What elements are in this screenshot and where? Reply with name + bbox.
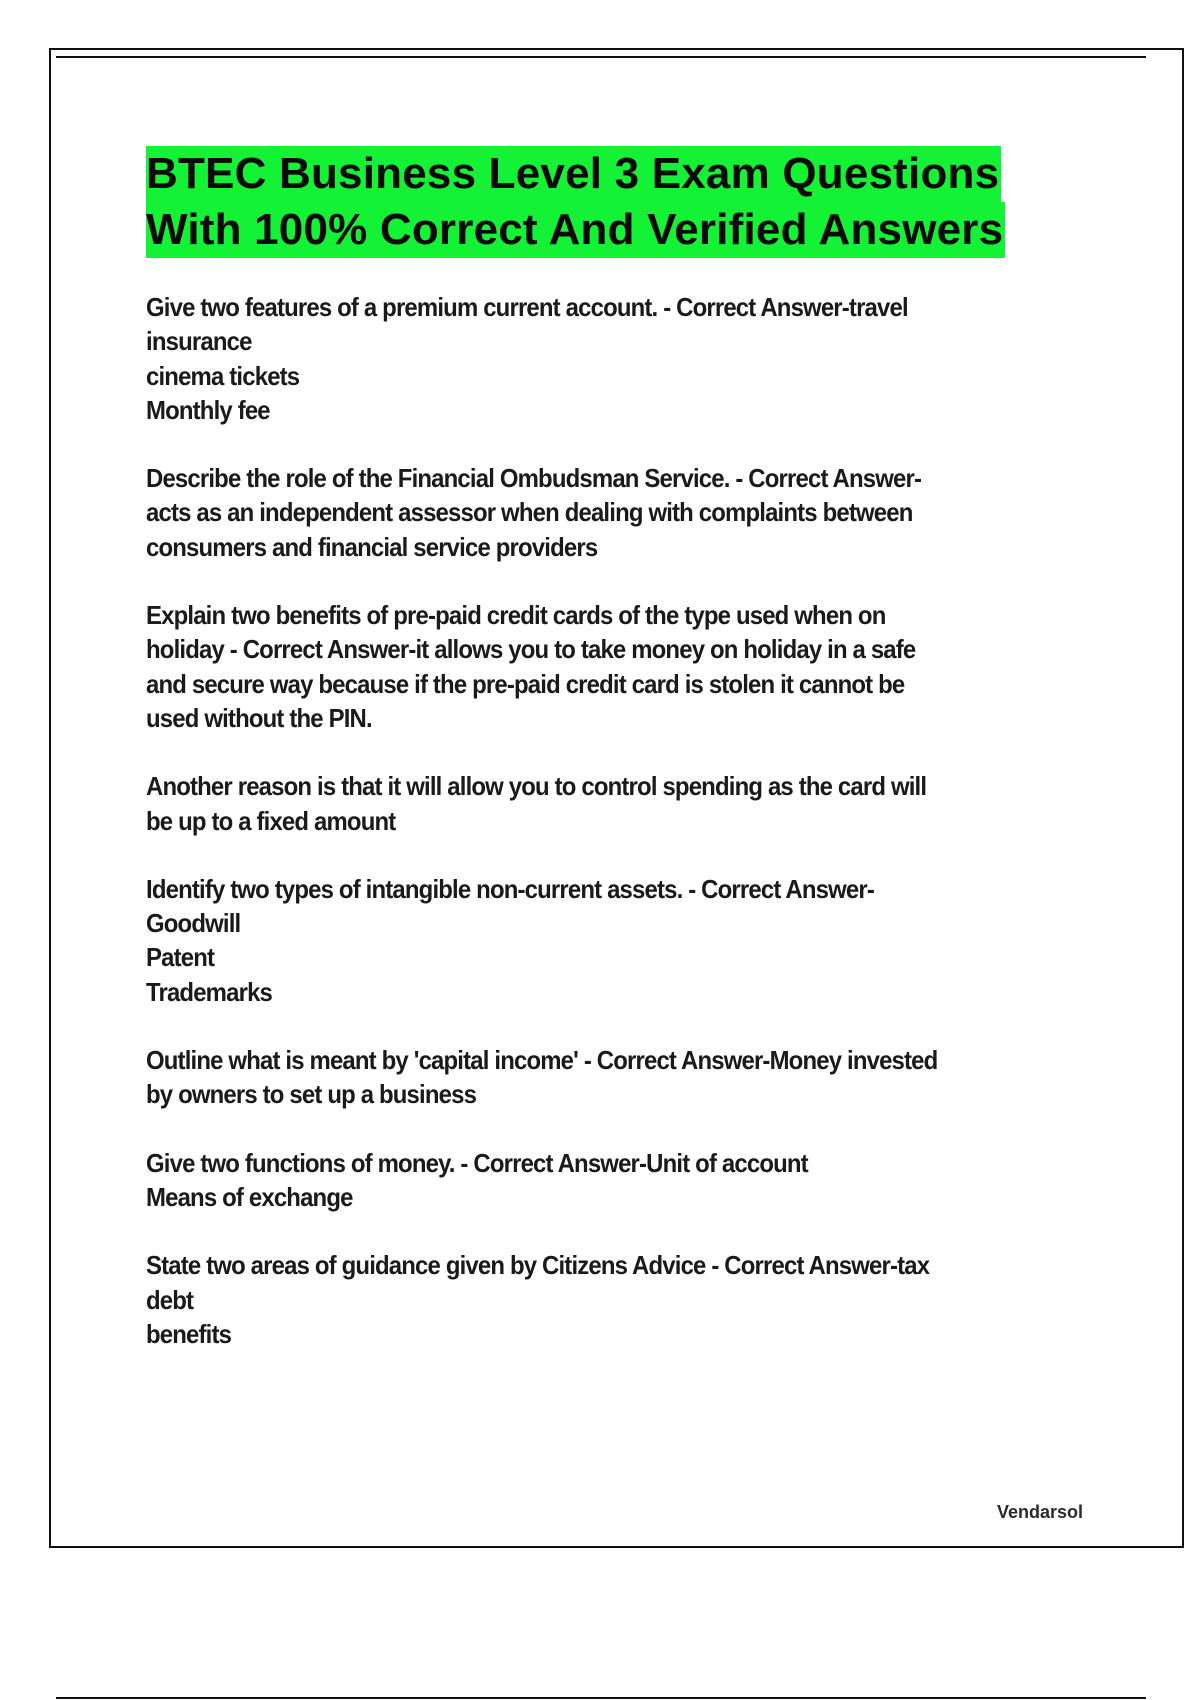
qa-entry-functions-of-money [146,1146,1096,1215]
qa-entry-ombudsman [146,461,1096,564]
qa-line: benefits [146,1318,232,1349]
qa-line: Outline what is meant by 'capital income' - Correct Answer-Money invested [146,1045,938,1076]
qa-line: cinema tickets [146,360,300,391]
qa-line: acts as an independent assessor when dealing with complaints between [146,497,913,528]
qa-entry-prepaid-cards [146,598,1096,735]
qa-line: Goodwill [146,908,241,939]
qa-line: insurance [146,326,252,357]
qa-line: State two areas of guidance given by Citizens Advice - Correct Answer-tax [146,1250,930,1281]
qa-line: be up to a fixed amount [146,805,396,836]
top-rule [56,56,1146,58]
qa-line: Give two functions of money. - Correct Answer-Unit of account [146,1147,808,1178]
qa-line: consumers and financial service providers [146,531,598,562]
qa-entry-capital-income [146,1043,1096,1112]
footer-brand: Vendarsol [996,1502,1083,1522]
document-title [146,146,1081,258]
qa-line: by owners to set up a business [146,1079,477,1110]
qa-line: Describe the role of the Financial Ombudsman Service. - Correct Answer- [146,463,922,494]
title-line-2: With 100% Correct And Verified Answers [146,202,1005,258]
qa-line: Another reason is that it will allow you to control spending as the card will [146,771,927,802]
qa-line: Explain two benefits of pre-paid credit cards of the type used when on [146,600,886,631]
qa-line: Means of exchange [146,1181,353,1212]
qa-entry-premium-account [146,290,1096,427]
qa-entry-citizens-advice [146,1248,1096,1351]
qa-line: Identify two types of intangible non-current assets. - Correct Answer- [146,873,874,904]
qa-line: debt [146,1284,194,1315]
bottom-rule [56,1697,1146,1699]
qa-line: and secure way because if the pre-paid credit card is stolen it cannot be [146,668,905,699]
qa-entry-another-reason [146,769,1096,838]
qa-entry-intangible-assets [146,872,1096,1009]
qa-line: holiday - Correct Answer-it allows you to take money on holiday in a safe [146,634,916,665]
qa-line: Give two features of a premium current account. - Correct Answer-travel [146,292,908,322]
qa-line: Monthly fee [146,394,270,425]
qa-line: used without the PIN. [146,702,372,733]
qa-line: Patent [146,942,215,973]
title-line-1: BTEC Business Level 3 Exam Questions [146,146,1001,202]
qa-line: Trademarks [146,976,273,1007]
qa-list [146,290,1096,1385]
